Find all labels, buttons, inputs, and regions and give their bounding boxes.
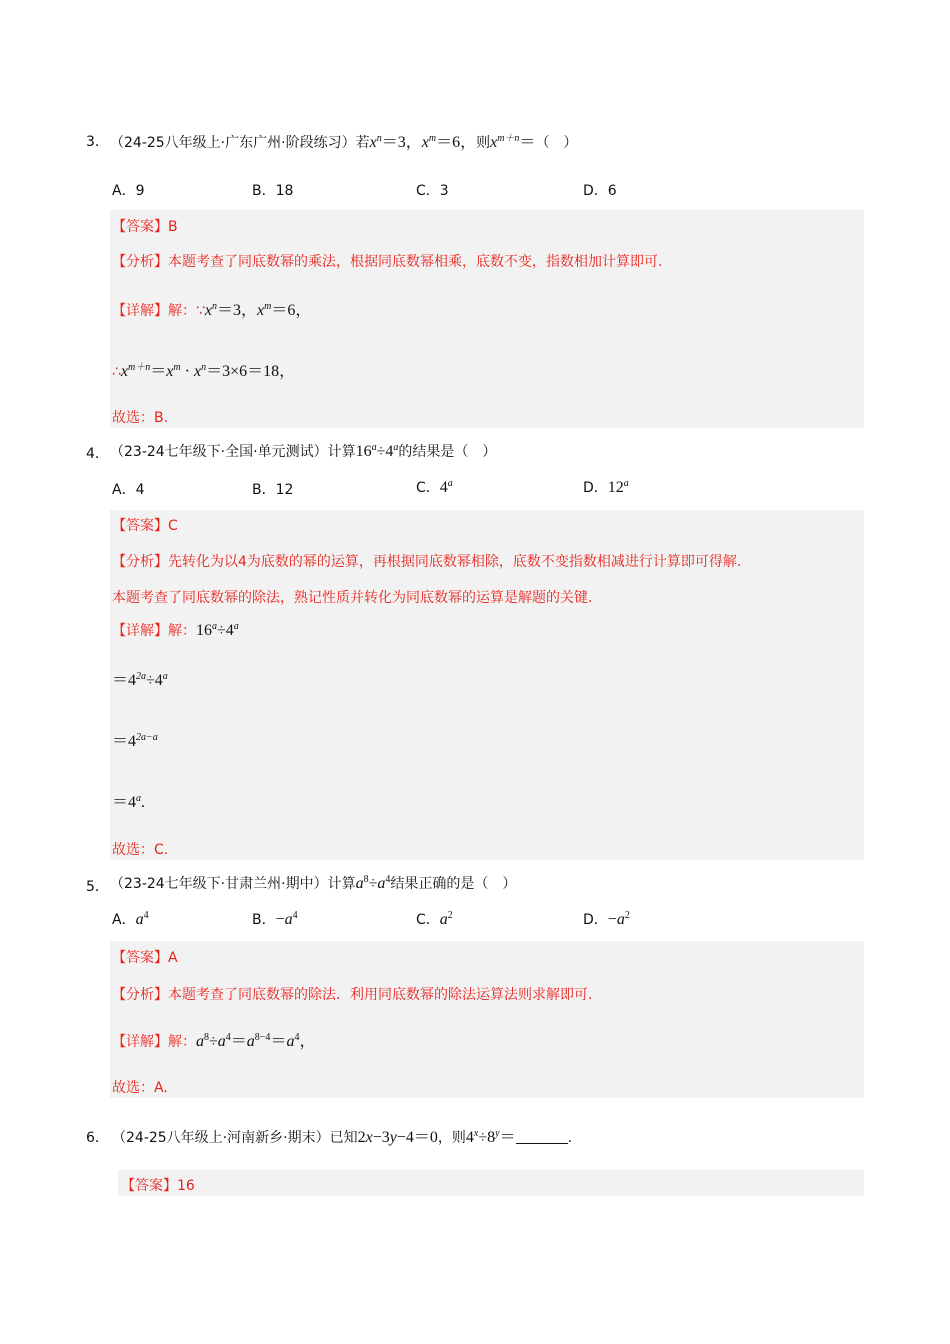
question-5-option-c: C．$a^2$ (416, 910, 453, 928)
question-3-detail: 【详解】解：$\because x^n=3$，$x^m=6$， (112, 301, 312, 319)
question-4-step-3: $=4^a$. (112, 793, 146, 811)
question-3-formula: $x^n=3$，$x^m=6$， (369, 133, 477, 151)
question-4-conclusion: 故选：C. (112, 842, 169, 858)
question-3-step: $\therefore x^{m+n}=x^m \cdot x^n=3\times 6=18$， (112, 362, 296, 380)
question-3-stem: （24-25八年级上·广东广州·阶段练习）若$x^n=3$，$x^m=6$，则$x^{m+n}=$（ ） (110, 133, 578, 151)
question-5-option-b: B．$-a^4$ (252, 910, 298, 928)
question-3-number: 3． (86, 134, 109, 150)
question-3-analysis: 【分析】本题考查了同底数幂的乘法，根据同底数幂相乘，底数不变，指数相加计算即可. (112, 254, 663, 270)
question-4-option-b: B．12 (252, 482, 294, 498)
question-6-answer: 【答案】16 (121, 1178, 195, 1194)
question-4-answer: 【答案】C (112, 518, 178, 534)
answer-blank (516, 1129, 568, 1144)
question-4-source: （23-24七年级下·全国·单元测试） (110, 444, 328, 460)
question-4-option-d: D．12$^a$ (583, 478, 629, 496)
question-5-source: （23-24七年级下·甘肃兰州·期中） (110, 876, 328, 892)
question-3-conclusion: 故选：B. (112, 410, 169, 426)
question-6-number: 6． (86, 1130, 109, 1146)
question-6-solution-box (118, 1170, 864, 1196)
question-4-analysis-2: 本题考查了同底数幂的除法，熟记性质并转化为同底数幂的运算是解题的关键. (112, 590, 593, 606)
question-3-option-c: C．3 (416, 183, 449, 199)
question-5-solution-box (110, 941, 864, 1098)
question-4-step-2: $=4^{2a-a}$ (112, 732, 158, 750)
question-3-option-a: A．9 (112, 183, 145, 199)
question-3-answer: 【答案】B (112, 219, 178, 235)
question-4-analysis: 【分析】先转化为以4为底数的幂的运算，再根据同底数幂相除，底数不变指数相减进行计算即可得解. (112, 554, 742, 570)
question-6-stem: （24-25八年级上·河南新乡·期末）已知2x−3y−4＝0，则$4^x\div 8^y=$ . (112, 1128, 573, 1146)
question-4-number: 4． (86, 446, 109, 462)
question-3-option-b: B．18 (252, 183, 294, 199)
question-5-stem: （23-24七年级下·甘肃兰州·期中）计算$a^8\div a^4$结果正确的是（ ） (110, 874, 517, 892)
question-4-option-a: A．4 (112, 482, 145, 498)
question-5-answer: 【答案】A (112, 950, 178, 966)
question-4-stem: （23-24七年级下·全国·单元测试）计算$16^a\div 4^a$的结果是（ ） (110, 442, 497, 460)
question-5-option-a: A．$a^4$ (112, 910, 149, 928)
question-5-option-d: D．$-a^2$ (583, 910, 630, 928)
question-5-conclusion: 故选：A. (112, 1080, 168, 1096)
question-5-detail: 【详解】解：$a^8\div a^4=a^{8-4}=a^4$， (112, 1032, 316, 1050)
question-4-step-1: $=4^{2a}\div 4^a$ (112, 671, 168, 689)
question-4-detail: 【详解】解：$16^a\div 4^a$ (112, 621, 239, 639)
question-3-source: （24-25八年级上·广东广州·阶段练习） (110, 135, 356, 151)
question-5-analysis: 【分析】本题考查了同底数幂的除法．利用同底数幂的除法运算法则求解即可. (112, 987, 593, 1003)
question-6-source: （24-25八年级上·河南新乡·期末） (112, 1130, 330, 1146)
question-4-option-c: C．4$^a$ (416, 478, 453, 496)
question-5-number: 5． (86, 879, 109, 895)
question-3-option-d: D．6 (583, 183, 617, 199)
